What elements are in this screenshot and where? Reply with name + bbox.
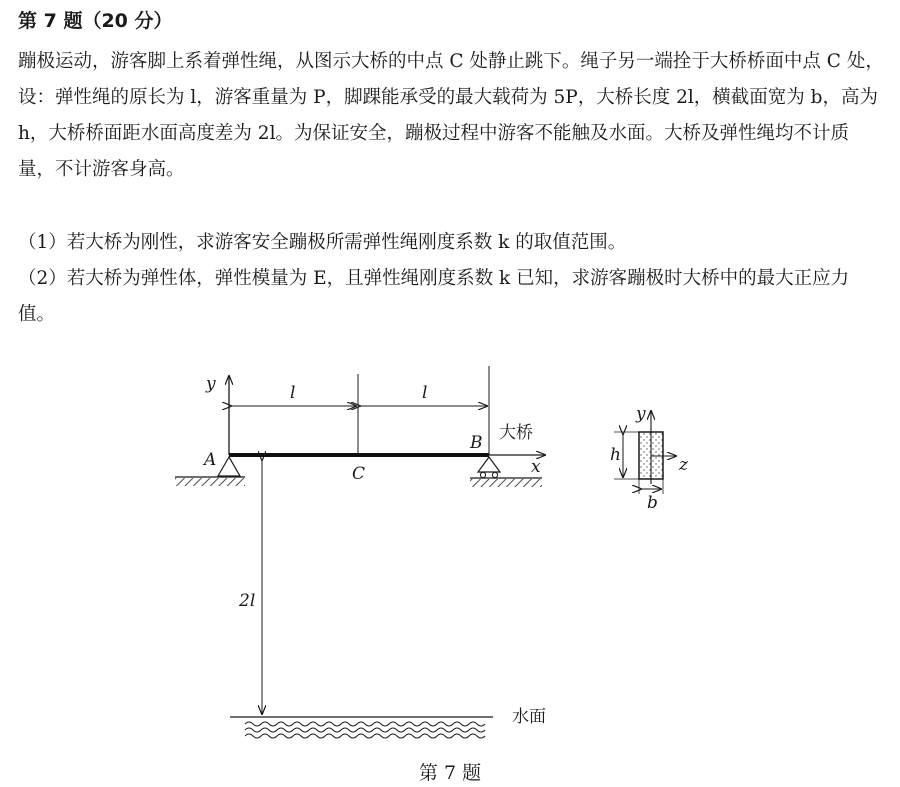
cross-section-h-label: h [610,445,621,465]
water-surface [230,717,493,738]
dimension-label-left: l [290,383,296,403]
dimension-label-right: l [422,383,428,403]
point-label-b: B [470,433,483,453]
question-part-2: （2）若大桥为弹性体，弹性模量为 E，且弹性绳刚度系数 k 已知，求游客蹦极时大桥中的最大正应力值。 [18,268,850,325]
cross-section-b-label: b [647,493,658,513]
cross-section-y-label: y [636,404,646,424]
point-label-c: C [352,464,366,484]
question-part-1: （1）若大桥为刚性，求游客安全蹦极所需弹性绳刚度系数 k 的取值范围。 [18,232,627,253]
figure-bridge-diagram [0,360,900,787]
x-axis-label: x [531,457,541,477]
question-title: 第 7 题（20 分） [18,10,173,32]
point-label-a: A [204,450,217,470]
water-label: 水面 [512,707,546,727]
question-body: 蹦极运动，游客脚上系着弹性绳，从图示大桥的中点 C 处静止跳下。绳子另一端拴于大桥桥面中点 C 处，设：弹性绳的原长为 l，游客重量为 P，脚踝能承受的最大载荷为 5P，大桥长度 2l，横截面宽为 b，高为 h，大桥桥面距水面高度差为 2l。为保证安全，蹦极过程中游客不能触及水面。大桥及弹性绳均不计质量，不计游客身高。 [18,51,884,180]
y-axis-label: y [206,374,216,394]
cross-section-z-label: z [679,455,688,475]
height-dimension-label: 2l [239,591,256,611]
figure-caption: 第 7 题 [418,762,482,784]
bridge-label: 大桥 [499,423,533,443]
